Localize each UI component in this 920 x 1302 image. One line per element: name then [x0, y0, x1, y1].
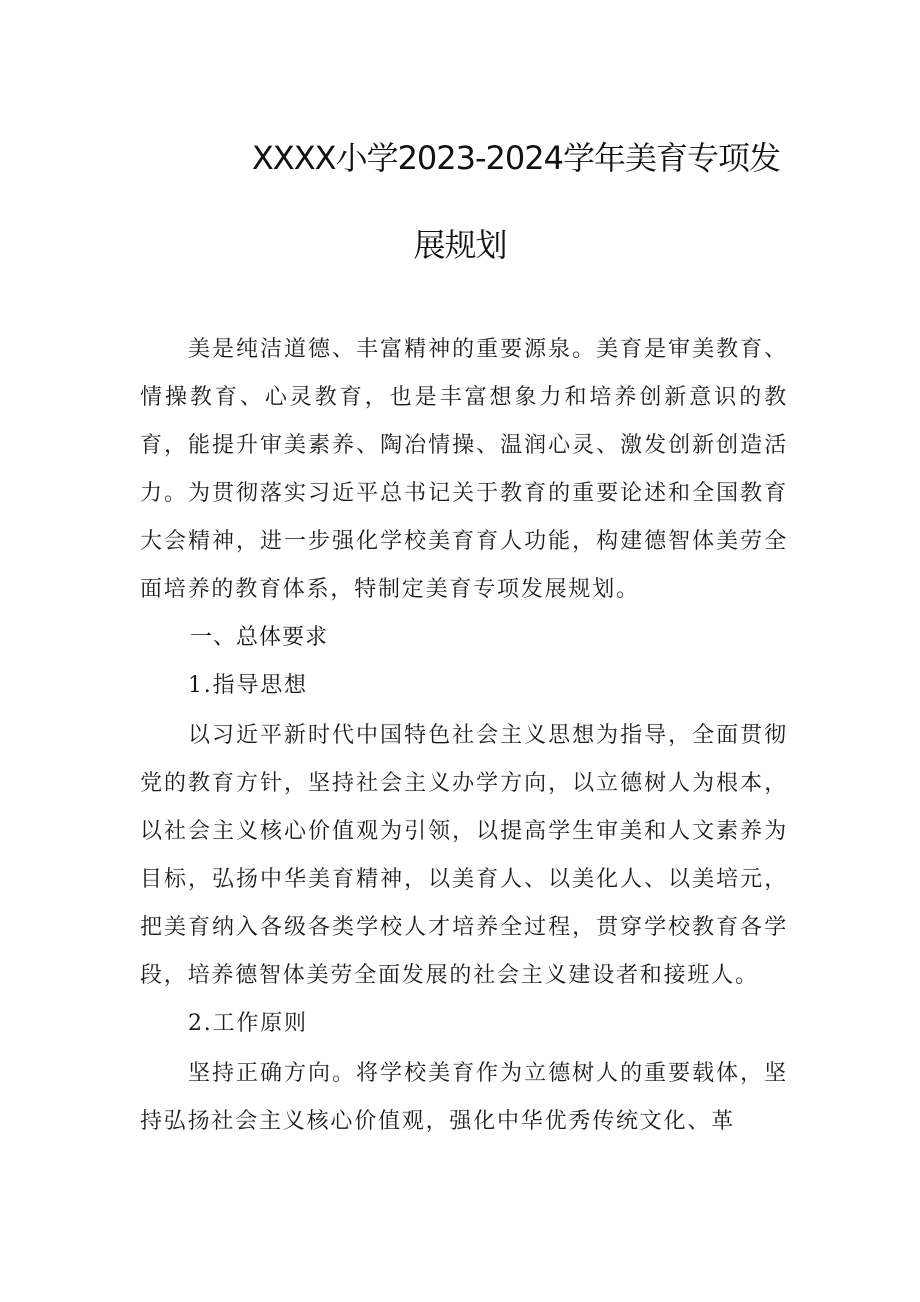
subsection-heading-guiding-ideology: 1.指导思想: [188, 673, 308, 698]
subsection-heading-work-principles: 2.工作原则: [188, 1011, 308, 1036]
section-heading-general-requirements: 一、总体要求: [190, 625, 329, 650]
intro-paragraph: 美是纯洁道德、丰富精神的重要源泉。美育是审美教育、情操教育、心灵教育，也是丰富想象力和培养创新意识的教育，能提升审美素养、陶冶情操、温润心灵、激发创新创造活力。为贯彻落实习近平总书记关于教育的重要论述和全国教育大会精神，进一步强化学校美育育人功能，构建德智体美劳全面培养的教育体系，特制定美育专项发展规划。: [140, 337, 788, 602]
work-principles-paragraph: 坚持正确方向。将学校美育作为立德树人的重要载体，坚持弘扬社会主义核心价值观，强化中华优秀传统文化、革: [140, 1061, 788, 1134]
document-title-line-2: 展规划: [413, 226, 507, 264]
guiding-ideology-paragraph: 以习近平新时代中国特色社会主义思想为指导，全面贯彻党的教育方针，坚持社会主义办学方向，以立德树人为根本，以社会主义核心价值观为引领，以提高学生审美和人文素养为目标，弘扬中华美育精神，以美育人、以美化人、以美培元，把美育纳入各级各类学校人才培养全过程，贯穿学校教育各学段，培养德智体美劳全面发展的社会主义建设者和接班人。: [140, 723, 788, 988]
document-title-line-1: XXXX小学2023-2024学年美育专项发: [251, 139, 780, 177]
